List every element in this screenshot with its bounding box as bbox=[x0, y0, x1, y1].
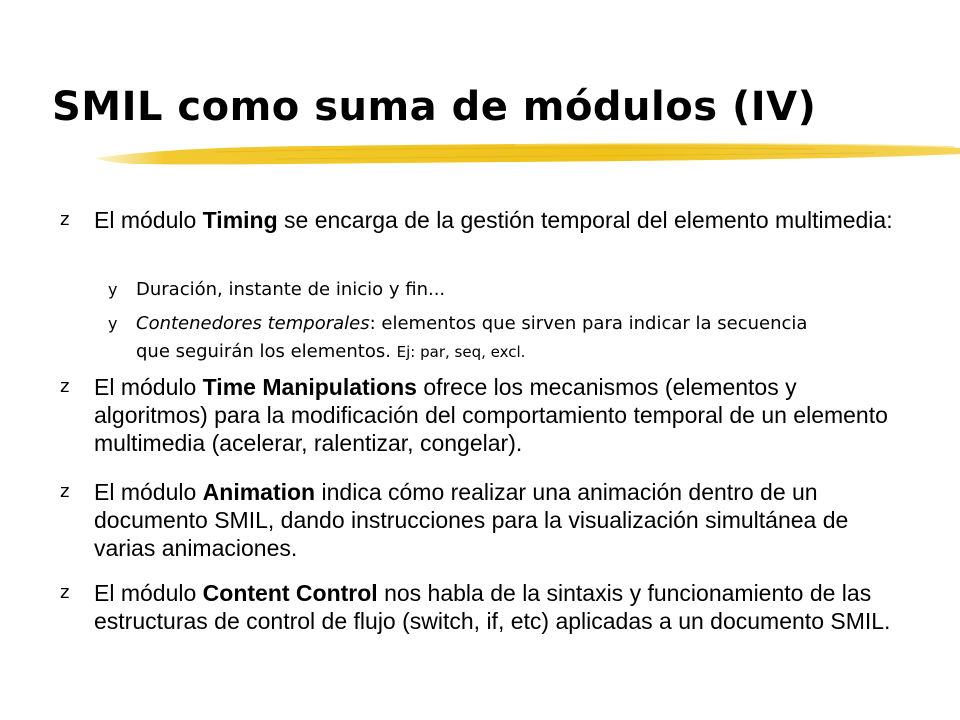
module-name-animation: Animation bbox=[202, 479, 316, 505]
sub-bullet-text: Duración, instante de inicio y fin... bbox=[136, 279, 446, 300]
sub-bullet-text bbox=[136, 310, 826, 366]
bullet-prefix: El módulo bbox=[94, 580, 203, 606]
bullet-marker: z bbox=[60, 209, 70, 230]
bullet-suffix: ofrece los mecanismos (elementos y algoritmos) para la modificación del comportamiento temporal de un elemento multimedia (acelerar, ralentizar, congelar). bbox=[94, 374, 888, 456]
bullet-prefix: El módulo bbox=[94, 207, 203, 233]
slide-title: SMIL como suma de módulos (IV) bbox=[52, 84, 817, 130]
module-name-timing: Timing bbox=[202, 207, 278, 233]
bullet-prefix: El módulo bbox=[94, 479, 203, 505]
sub-bullet-body: : elementos que sirven para indicar la secuencia que seguirán los elementos. bbox=[136, 313, 808, 362]
bullet-suffix: indica cómo realizar una animación dentro de un documento SMIL, dando instrucciones para la visualización simultánea de varias animaciones. bbox=[94, 479, 849, 561]
module-name-content-control: Content Control bbox=[202, 580, 378, 606]
bullet-suffix: nos habla de la sintaxis y funcionamiento de las estructuras de control de flujo (switch, if, etc) aplicadas a un documento SMIL. bbox=[94, 580, 891, 634]
sub-bullet-marker: y bbox=[108, 280, 118, 299]
term-contenedores-temporales: Contenedores temporales bbox=[136, 313, 370, 334]
bullet-text bbox=[94, 579, 914, 635]
sub-bullet-marker: y bbox=[108, 314, 118, 333]
module-name-time-manipulations: Time Manipulations bbox=[202, 374, 417, 400]
bullet-marker: z bbox=[60, 376, 70, 397]
bullet-suffix: se encarga de la gestión temporal del elemento multimedia: bbox=[277, 207, 893, 233]
bullet-marker: z bbox=[60, 582, 70, 603]
bullet-text bbox=[94, 206, 914, 234]
bullet-prefix: El módulo bbox=[94, 374, 203, 400]
bullet-marker: z bbox=[60, 481, 70, 502]
bullet-text bbox=[94, 478, 914, 562]
example-text: Ej: par, seq, excl. bbox=[396, 343, 526, 361]
bullet-text bbox=[94, 373, 914, 457]
